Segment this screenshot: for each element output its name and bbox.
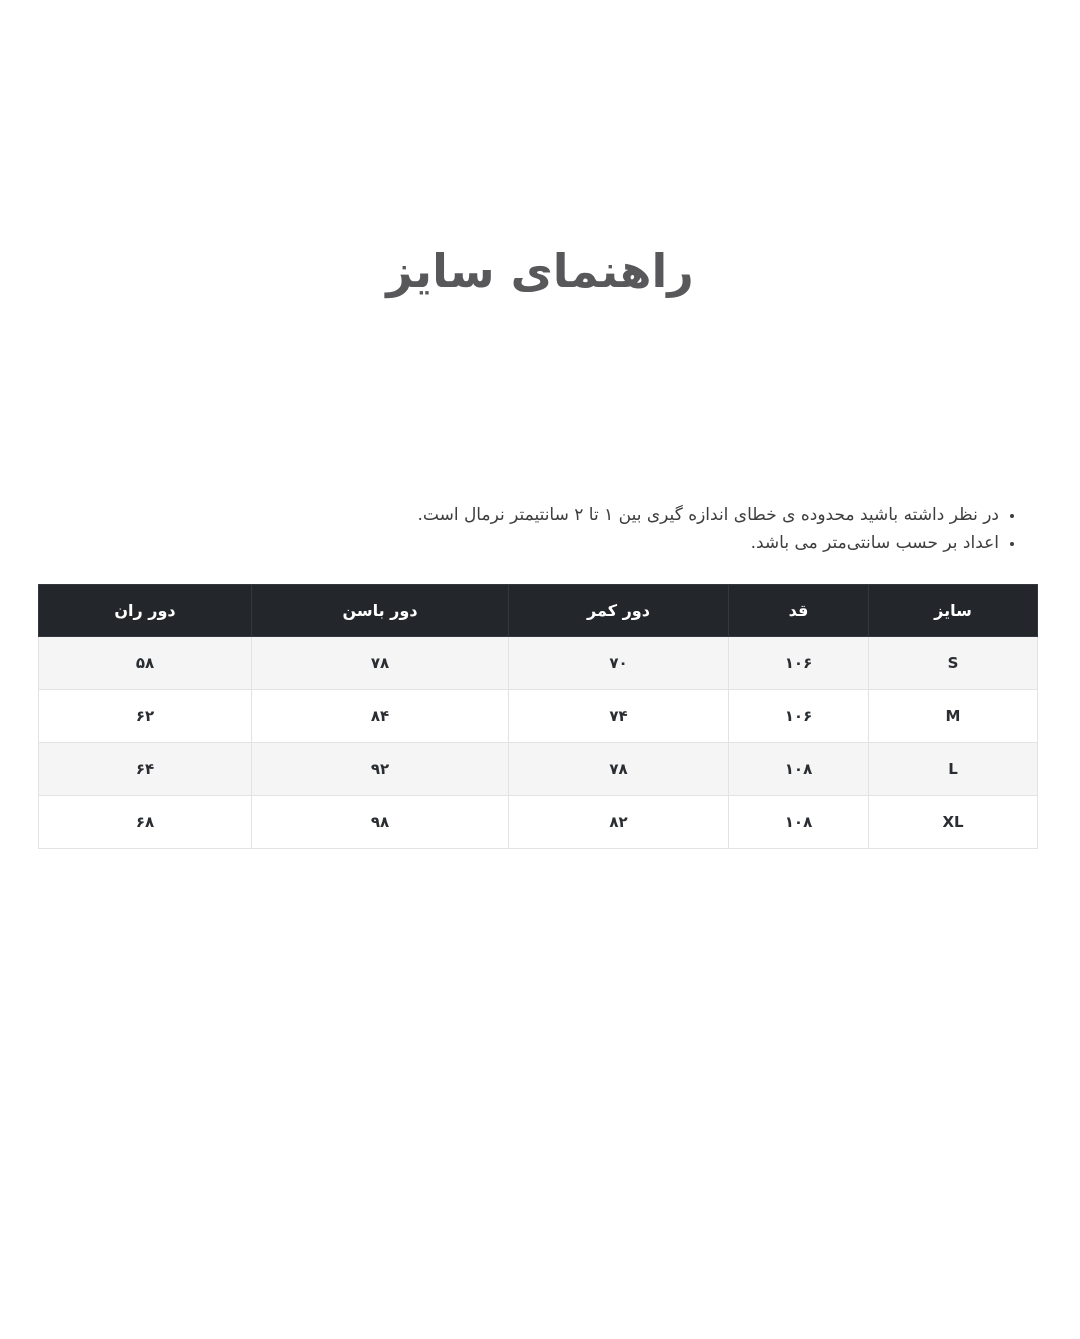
column-header-hip: دور باسن	[252, 585, 509, 637]
cell-size: XL	[869, 796, 1038, 849]
note-measurement-error: • در نظر داشته باشید محدوده ی خطای اندازه گیری بین ۱ تا ۲ سانتیمتر نرمال است.	[417, 501, 999, 529]
cell-size: L	[869, 743, 1038, 796]
column-header-thigh: دور ران	[39, 585, 252, 637]
cell-hip: ۸۴	[252, 690, 509, 743]
cell-height: ۱۰۸	[729, 796, 869, 849]
cell-waist: ۷۸	[509, 743, 729, 796]
cell-waist: ۷۰	[509, 637, 729, 690]
cell-hip: ۹۸	[252, 796, 509, 849]
page-title: راهنمای سایز	[386, 244, 694, 298]
cell-height: ۱۰۶	[729, 637, 869, 690]
table-header	[39, 585, 1038, 637]
table-row-xl	[39, 796, 1038, 849]
column-header-waist: دور کمر	[509, 585, 729, 637]
cell-thigh: ۶۴	[39, 743, 252, 796]
cell-hip: ۷۸	[252, 637, 509, 690]
cell-size: S	[869, 637, 1038, 690]
cell-hip: ۹۲	[252, 743, 509, 796]
cell-height: ۱۰۶	[729, 690, 869, 743]
table-row-m	[39, 690, 1038, 743]
table-row-l	[39, 743, 1038, 796]
column-header-height: قد	[729, 585, 869, 637]
table-row-s	[39, 637, 1038, 690]
header-row	[39, 585, 1038, 637]
cell-thigh: ۵۸	[39, 637, 252, 690]
cell-waist: ۷۴	[509, 690, 729, 743]
size-guide-table	[38, 584, 1038, 849]
table-body	[39, 637, 1038, 849]
cell-thigh: ۶۲	[39, 690, 252, 743]
cell-size: M	[869, 690, 1038, 743]
notes-list	[417, 501, 1037, 557]
column-header-size: سایز	[869, 585, 1038, 637]
cell-thigh: ۶۸	[39, 796, 252, 849]
cell-height: ۱۰۸	[729, 743, 869, 796]
cell-waist: ۸۲	[509, 796, 729, 849]
note-units: • اعداد بر حسب سانتی‌متر می باشد.	[417, 529, 999, 557]
